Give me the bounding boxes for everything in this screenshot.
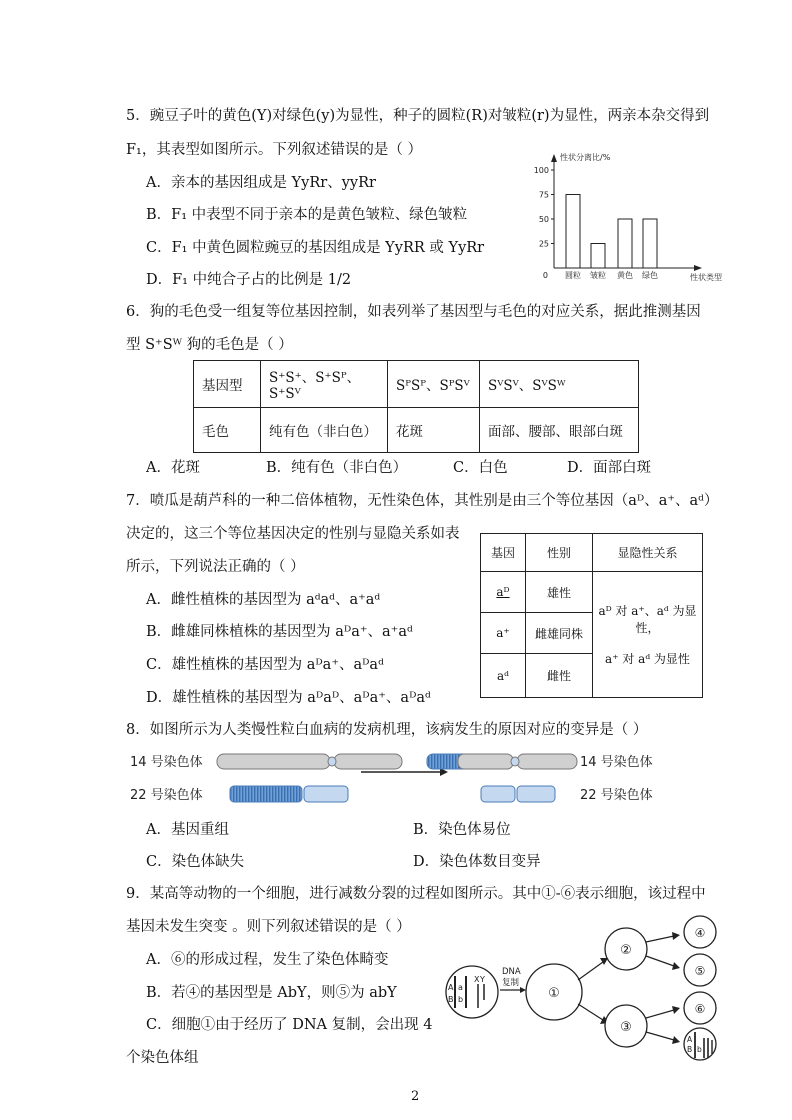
table-cell: 花斑 [388, 408, 480, 453]
q6-option-d: D．面部白斑 [567, 460, 652, 476]
chr14-centromere-right [511, 757, 519, 766]
chr14-label-right: 14 号染色体 [580, 755, 653, 770]
q7-option-c: C．雄性植株的基因型为 aᴰa⁺、aᴰaᵈ [146, 657, 384, 673]
cell-5-label: ⑤ [694, 964, 706, 978]
chr14-arm-left-q [334, 754, 402, 769]
q5-stem-line2: F₁，其表型如图所示。下列叙述错误的是（ ） [126, 142, 422, 158]
q5-option-a: A．亲本的基因组成是 YyRr、yyRr [146, 175, 376, 191]
gene-label-X: X [474, 975, 480, 984]
y-axis-arrow [551, 154, 557, 162]
table-cell: S⁺S⁺、S⁺Sᴾ、S⁺Sⱽ [261, 361, 388, 408]
cell-4-label: ④ [694, 926, 706, 940]
table-row [194, 408, 639, 453]
gene-label-A: A [448, 983, 454, 992]
y-tick-label: 0 [542, 271, 548, 280]
table-row [481, 572, 703, 613]
q7-stem-line1: 7．喷瓜是葫芦科的一种二倍体植物，无性染色体，其性别是由三个等位基因（aᴰ、a⁺、aᵈ） [126, 493, 719, 509]
gene-label-b: b [697, 1045, 702, 1054]
table-cell: a⁺ [481, 613, 526, 654]
q6-option-c: C．白色 [453, 460, 508, 476]
y-tick-label: 25 [538, 239, 549, 249]
table-cell-relation [593, 572, 703, 698]
gene-label-a: a [458, 983, 463, 992]
cell-2-label: ② [620, 943, 632, 958]
table-cell: 纯有色（非白色） [261, 408, 388, 453]
table-cell: 雄性 [526, 572, 593, 613]
q9-stem-line1: 9．某高等动物的一个细胞，进行减数分裂的过程如图所示。其中①-⑥表示细胞，该过程中 [126, 886, 706, 902]
gene-label-A: A [687, 1035, 693, 1044]
chr14-arm-right-q [517, 754, 577, 769]
q7-option-b: B．雌雄同株植株的基因型为 aᴰa⁺、a⁺aᵈ [146, 624, 413, 640]
chr14-arm-left-p [217, 754, 330, 769]
arrow-1-to-2 [578, 962, 603, 980]
q8-option-a: A．基因重组 [146, 822, 229, 838]
relation-line1: aᴰ 对 a⁺、aᵈ 为显性， [598, 604, 697, 635]
arrowhead [672, 1006, 680, 1014]
table-cell: aᴰ [481, 572, 526, 613]
q6-option-b: B．纯有色（非白色） [266, 460, 408, 476]
q9-option-b: B．若④的基因型是 AbY，则⑤为 abY [146, 985, 397, 1001]
bar-皱粒 [591, 244, 605, 269]
q5-stem-line1: 5．豌豆子叶的黄色(Y)对绿色(y)为显性，种子的圆粒(R)对皱粒(r)为显性，两亲本杂交得到 [126, 108, 710, 124]
gamete-cell [684, 1028, 716, 1060]
chr22-label-left: 22 号染色体 [130, 788, 203, 803]
q7-option-d: D．雄性植株的基因型为 aᴰaᴰ、aᴰa⁺、aᴰaᵈ [146, 690, 431, 706]
q8-option-b: B．染色体易位 [413, 822, 511, 838]
arrow-1-to-3 [578, 1004, 603, 1020]
cell-6-label: ⑥ [694, 1002, 706, 1016]
q7-stem-line2: 决定的，这三个等位基因决定的性别与显隐关系如表 [126, 526, 460, 542]
table-cell: 雌雄同株 [526, 613, 593, 654]
q6-stem-line2: 型 S⁺Sᵂ 狗的毛色是（ ） [126, 337, 293, 353]
cell-1-label: ① [548, 986, 560, 1001]
q9-option-c-line1: C．细胞①由于经历了 DNA 复制，会出现 4 [146, 1017, 433, 1033]
q5-option-b: B．F₁ 中表型不同于亲本的是黄色皱粒、绿色皱粒 [146, 207, 468, 223]
chr22-arm-right-p [481, 786, 515, 802]
start-cell [446, 966, 498, 1018]
gene-label-B: B [448, 995, 454, 1004]
chr22-arm-left-p [230, 786, 302, 802]
table-cell: SⱽSⱽ、SⱽSᵂ [480, 361, 639, 408]
category-label: 绿色 [642, 271, 658, 280]
table-header-cell: 性别 [526, 534, 593, 572]
replication-arrowhead [520, 987, 526, 993]
arrow-2-to-4 [646, 936, 674, 942]
arrow-2-to-5 [646, 956, 674, 966]
q5-bar-chart [530, 148, 730, 288]
q6-stem-line1: 6．狗的毛色受一组复等位基因控制，如表列举了基因型与毛色的对应关系，据此推测基因 [126, 304, 701, 320]
chr14-centromere-left [328, 757, 336, 766]
q9-stem-line2: 基因未发生突变 。则下列叙述错误的是（ ） [126, 919, 411, 935]
relation-line2: a⁺ 对 aᵈ 为显性 [605, 652, 690, 666]
table-cell: 基因型 [194, 361, 261, 408]
y-axis-label: 性状分离比/% [560, 153, 611, 162]
q7-option-a: A．雌性植株的基因型为 aᵈaᵈ、a⁺aᵈ [146, 592, 381, 608]
y-tick-label: 75 [538, 190, 549, 200]
chr22-arm-right-q [517, 786, 555, 802]
gene-label-b: b [458, 995, 464, 1004]
table-row [481, 534, 703, 572]
bar-绿色 [643, 219, 657, 268]
page-number: 2 [411, 1089, 420, 1104]
q7-sex-table [480, 533, 703, 698]
table-header-cell: 显隐性关系 [593, 534, 703, 572]
arrowhead [672, 962, 680, 970]
arrowhead [672, 932, 680, 940]
table-cell: 面部、腰部、眼部白斑 [480, 408, 639, 453]
q9-meiosis-diagram [438, 912, 728, 1062]
y-tick-label: 50 [538, 215, 549, 224]
table-cell: 雌性 [526, 654, 593, 698]
q5-option-c: C．F₁ 中黄色圆粒豌豆的基因组成是 YyRR 或 YyRr [146, 240, 485, 256]
table-cell: SᴾSᴾ、SᴾSⱽ [388, 361, 480, 408]
arrow-3-to-gamete [646, 1032, 674, 1040]
table-header-cell: 基因 [481, 534, 526, 572]
q8-option-d: D．染色体数目变异 [413, 854, 541, 870]
q8-chromosome-diagram [128, 748, 688, 810]
category-label: 圆粒 [565, 271, 581, 280]
arrowhead [672, 1036, 680, 1044]
cell-3-label: ③ [620, 1020, 632, 1035]
bar-黄色 [618, 219, 632, 268]
table-cell: aᵈ [481, 654, 526, 698]
q7-stem-line3: 所示，下列说法正确的（ ） [126, 559, 305, 575]
gene-label-Y: Y [480, 975, 485, 984]
chr22-label-right: 22 号染色体 [580, 788, 653, 803]
x-axis-arrow [694, 265, 702, 271]
table-cell: 毛色 [194, 408, 261, 453]
replication-label: 复制 [502, 978, 520, 988]
bar-圆粒 [566, 195, 580, 269]
chr14-label-left: 14 号染色体 [130, 755, 203, 770]
q8-stem: 8．如图所示为人类慢性粒白血病的发病机理，该病发生的原因对应的变异是（ ） [126, 722, 648, 738]
q8-option-c: C．染色体缺失 [146, 854, 245, 870]
category-label: 黄色 [617, 271, 633, 280]
arrow-3-to-6 [646, 1010, 674, 1018]
q5-option-d: D．F₁ 中纯合子占的比例是 1/2 [146, 272, 352, 288]
category-label: 皱粒 [590, 271, 606, 280]
q9-option-a: A．⑥的形成过程，发生了染色体畸变 [146, 952, 389, 968]
x-axis-label: 性状类型 [690, 273, 722, 282]
q6-genotype-table [193, 360, 639, 453]
gene-label-B: B [687, 1045, 693, 1054]
dna-label: DNA [502, 967, 521, 977]
table-row [194, 361, 639, 408]
chr14-arm-right-mid [458, 754, 513, 769]
chr22-arm-left-q [304, 786, 348, 802]
y-tick-label: 100 [533, 166, 549, 175]
q6-option-a: A．花斑 [146, 460, 200, 476]
q9-option-c-line2: 个染色体组 [126, 1050, 199, 1066]
